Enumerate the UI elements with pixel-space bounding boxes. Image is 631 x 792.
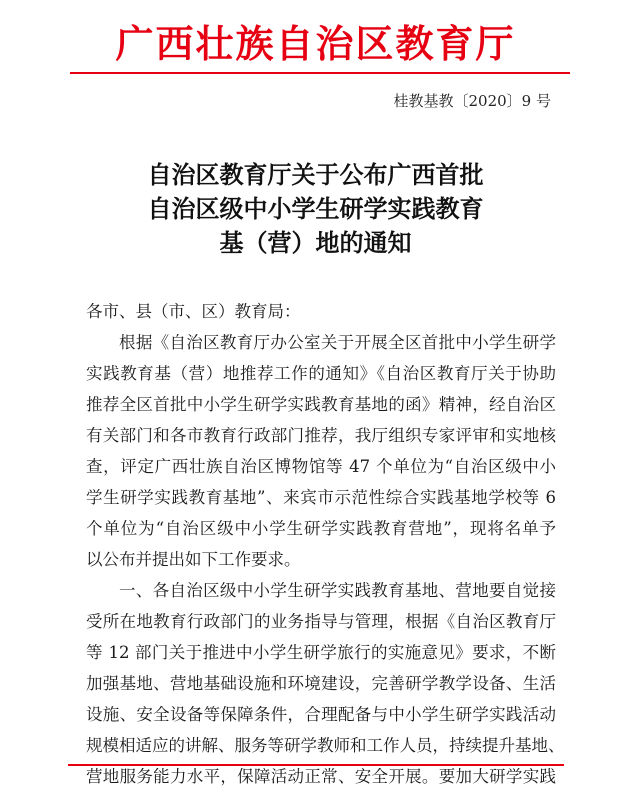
paragraph-line: 个单位为“自治区级中小学生研学实践教育营地”，现将名单予 (86, 519, 556, 538)
document-number: 桂教基教〔2020〕9 号 (393, 92, 551, 110)
footer-red-rule (68, 764, 564, 766)
paragraph-line: 等 12 部门关于推进中小学生研学旅行的实施意见》要求，不断 (86, 643, 556, 662)
paragraph-line: 实践教育基（营）地推荐工作的通知》《自治区教育厅关于协助 (86, 364, 556, 383)
paragraph-line: 设施、安全设备等保障条件，合理配备与中小学生研学实践活动 (86, 705, 556, 724)
title-line: 自治区级中小学生研学实践教育 (147, 194, 484, 223)
paragraph-line: 规模相适应的讲解、服务等研学教师和工作人员，持续提升基地、 (86, 736, 565, 755)
title-line: 自治区教育厅关于公布广西首批 (147, 160, 484, 189)
paragraph-line: 加强基地、营地基础设施和环境建设，完善研学教学设备、生活 (86, 674, 556, 693)
paragraph-line: 学生研学实践教育基地”、来宾市示范性综合实践基地学校等 6 (86, 488, 556, 507)
title-line: 基（营）地的通知 (219, 228, 412, 257)
masthead-org-name: 广西壮族自治区教育厅 (115, 21, 516, 66)
paragraph-line: 查，评定广西壮族自治区博物馆等 47 个单位为“自治区级中小 (86, 457, 556, 476)
paragraph-line: 一、各自治区级中小学生研学实践教育基地、营地要自觉接 (119, 581, 556, 600)
paragraph-line: 有关部门和各市教育行政部门推荐，我厅组织专家评审和实地核 (86, 426, 556, 445)
document-title (0, 158, 631, 260)
paragraph-line: 推荐全区首批中小学生研学实践教育基地的函》精神，经自治区 (86, 395, 556, 414)
salutation: 各市、县（市、区）教育局： (86, 302, 301, 321)
paragraph-line: 营地服务能力水平，保障活动正常、安全开展。要加大研学实践 (86, 767, 556, 786)
paragraph-line: 根据《自治区教育厅办公室关于开展全区首批中小学生研学 (119, 333, 556, 352)
paragraph-line: 以公布并提出如下工作要求。 (86, 550, 301, 569)
paragraph-line: 受所在地教育行政部门的业务指导与管理，根据《自治区教育厅 (86, 612, 556, 631)
masthead-red-rule (70, 72, 570, 74)
document-body (86, 296, 565, 792)
